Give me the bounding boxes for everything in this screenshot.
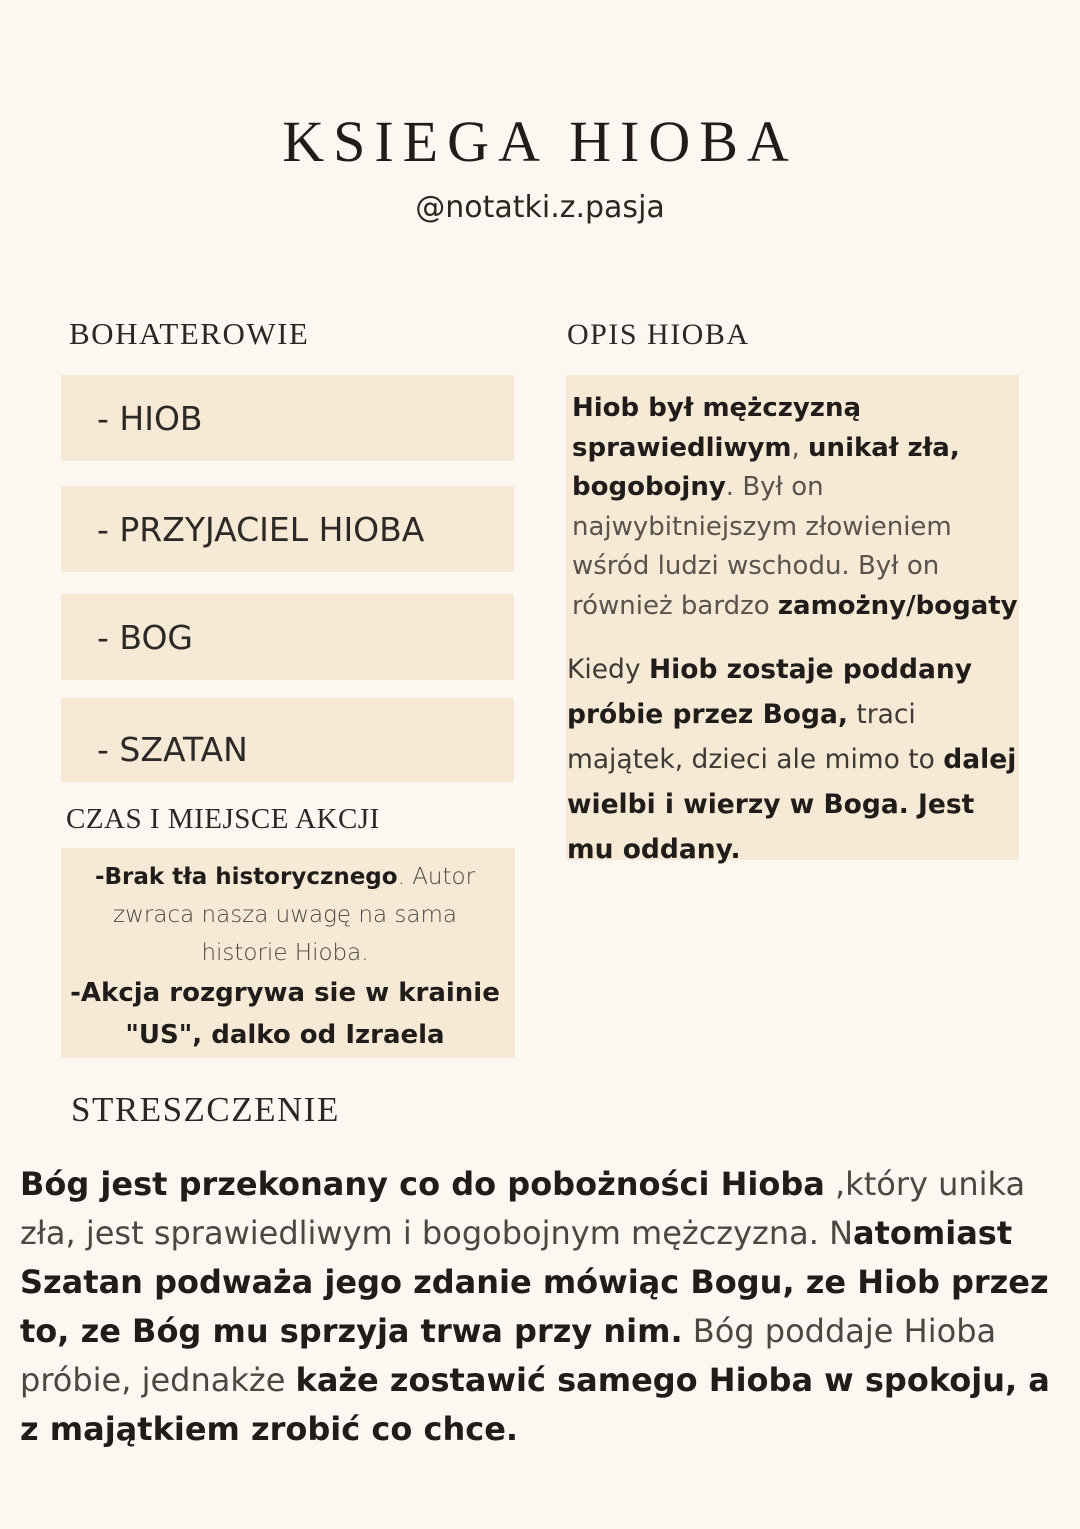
summary-heading: STRESZCZENIE [71, 1090, 340, 1129]
character-item [61, 375, 514, 461]
character-item [61, 594, 514, 680]
summary-paragraph: Bóg jest przekonany co do pobożności Hioba ,który unika zła, jest sprawiedliwym i bogobojnym mężczyzna. Natomiast Szatan podważa jego zdanie mówiąc Bogu, ze Hiob przez to, ze Bóg mu sprzyja trwa przy nim. Bóg poddaje Hioba próbie, jednakże każe zostawić samego Hioba w spokoju, a z majątkiem zrobić co chce. [20, 1165, 1050, 1448]
description-paragraph-2: Kiedy Hiob zostaje poddany próbie przez Boga, traci majątek, dzieci ale mimo to dalej wielbi i wierzy w Boga. Jest mu oddany. [567, 654, 1017, 865]
time-place-heading: CZAS I MIEJSCE AKCJI [66, 803, 380, 835]
author-handle: @notatki.z.pasja [415, 190, 665, 225]
page-title: KSIEGA HIOBA [282, 109, 798, 174]
time-place-text-1: -Brak tła historycznego. Autor zwraca nasza uwagę na sama historie Hioba. [94, 864, 476, 966]
description-paragraph-1: Hiob był mężczyzną sprawiedliwym, unikał zła, bogobojny. Był on najwybitniejszym złowieniem wśród ludzi wschodu. Był on również bardzo zamożny/bogaty [572, 393, 1018, 621]
time-place-box [61, 848, 515, 1058]
character-label: - PRZYJACIEL HIOBA [97, 509, 425, 549]
characters-heading: BOHATEROWIE [69, 316, 310, 351]
character-label: - HIOB [97, 398, 203, 438]
character-item [61, 486, 514, 572]
character-item [61, 698, 514, 782]
description-heading: OPIS HIOBA [567, 318, 750, 351]
character-label: - BOG [97, 617, 194, 657]
character-label: - SZATAN [97, 729, 248, 769]
time-place-text-2: -Akcja rozgrywa sie w krainie "US", dalko od Izraela [70, 978, 500, 1050]
description-box [566, 375, 1019, 865]
